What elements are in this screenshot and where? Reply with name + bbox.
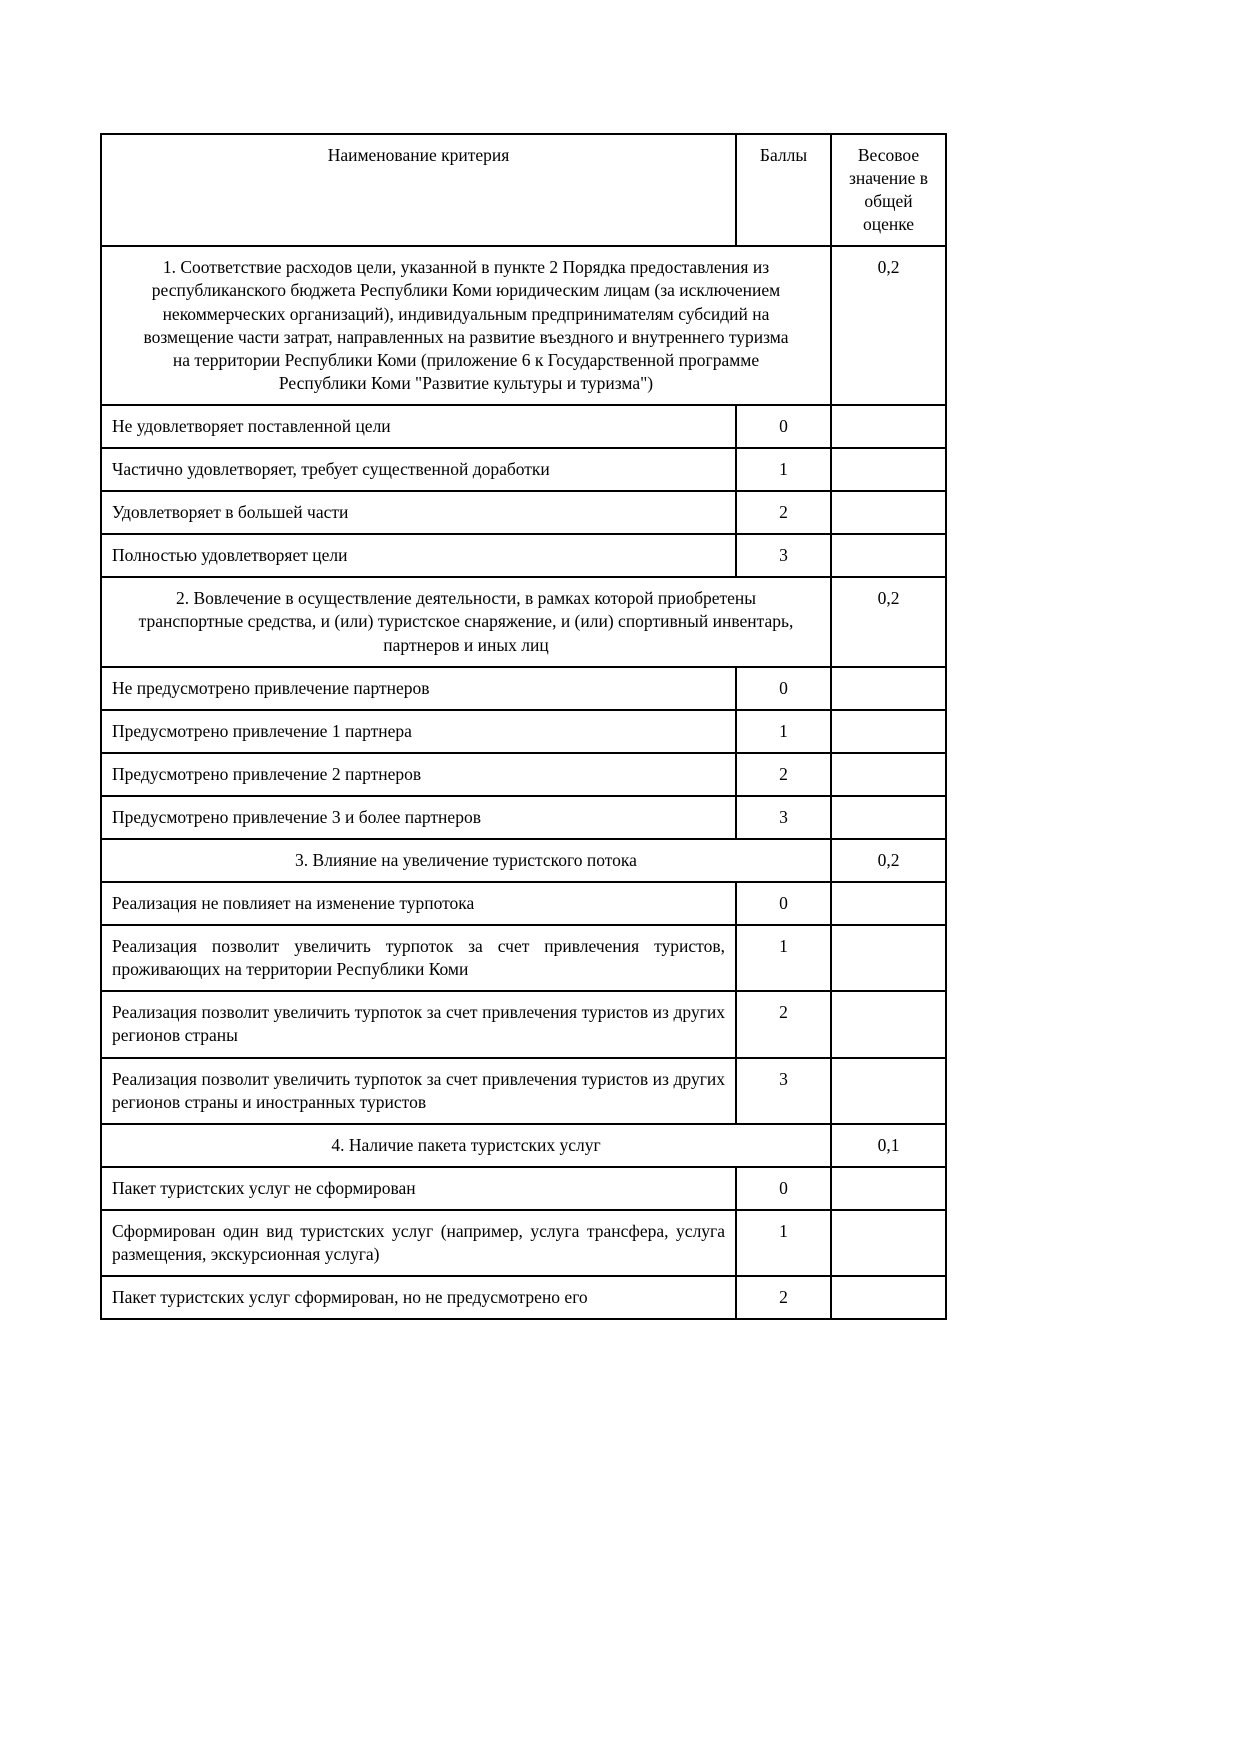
section-title: 1. Соответствие расходов цели, указанной в пункте 2 Порядка предоставления из республиканского бюджета Республики Коми юридическим лицам (за исключением некоммерческих организаций), индивидуальным предпринимателям субсидий на возмещение части затрат, направленных на развитие въездного и внутреннего туризма на территории Республики Коми (приложение 6 к Государственной программе Республики Коми "Развитие культуры и туризма") <box>101 246 831 405</box>
header-score: Баллы <box>736 134 831 246</box>
section-title-row <box>101 246 946 405</box>
empty-weight-cell <box>831 925 946 991</box>
option-score: 1 <box>736 1210 831 1276</box>
table-row <box>101 534 946 577</box>
option-score: 2 <box>736 991 831 1057</box>
empty-weight-cell <box>831 1167 946 1210</box>
section-title-row <box>101 577 946 666</box>
option-score: 1 <box>736 925 831 991</box>
section-weight: 0,2 <box>831 246 946 405</box>
option-score: 1 <box>736 448 831 491</box>
empty-weight-cell <box>831 405 946 448</box>
table-row <box>101 991 946 1057</box>
section-weight: 0,2 <box>831 577 946 666</box>
section-title: 4. Наличие пакета туристских услуг <box>101 1124 831 1167</box>
table-row <box>101 667 946 710</box>
option-label: Реализация не повлияет на изменение турпотока <box>101 882 736 925</box>
option-score: 2 <box>736 1276 831 1319</box>
option-score: 0 <box>736 405 831 448</box>
empty-weight-cell <box>831 667 946 710</box>
option-label: Пакет туристских услуг сформирован, но не предусмотрено его <box>101 1276 736 1319</box>
table-row <box>101 448 946 491</box>
section-title: 2. Вовлечение в осуществление деятельности, в рамках которой приобретены транспортные средства, и (или) туристское снаряжение, и (или) спортивный инвентарь, партнеров и иных лиц <box>101 577 831 666</box>
option-label: Предусмотрено привлечение 1 партнера <box>101 710 736 753</box>
option-score: 0 <box>736 667 831 710</box>
table-row <box>101 882 946 925</box>
section-title-row <box>101 839 946 882</box>
option-score: 1 <box>736 710 831 753</box>
table-row <box>101 796 946 839</box>
header-criterion-name: Наименование критерия <box>101 134 736 246</box>
empty-weight-cell <box>831 991 946 1057</box>
option-score: 3 <box>736 1058 831 1124</box>
empty-weight-cell <box>831 1058 946 1124</box>
option-label: Реализация позволит увеличить турпоток за счет привлечения туристов из других регионов страны <box>101 991 736 1057</box>
empty-weight-cell <box>831 753 946 796</box>
table-row <box>101 1167 946 1210</box>
option-label: Предусмотрено привлечение 2 партнеров <box>101 753 736 796</box>
option-label: Реализация позволит увеличить турпоток за счет привлечения туристов, проживающих на территории Республики Коми <box>101 925 736 991</box>
option-label: Не предусмотрено привлечение партнеров <box>101 667 736 710</box>
empty-weight-cell <box>831 882 946 925</box>
table-row <box>101 753 946 796</box>
criteria-table <box>100 133 947 1320</box>
header-weight: Весовое значение в общей оценке <box>831 134 946 246</box>
option-label: Не удовлетворяет поставленной цели <box>101 405 736 448</box>
section-title: 3. Влияние на увеличение туристского потока <box>101 839 831 882</box>
table-row <box>101 710 946 753</box>
option-score: 2 <box>736 753 831 796</box>
option-score: 2 <box>736 491 831 534</box>
section-title-row <box>101 1124 946 1167</box>
table-row <box>101 1276 946 1319</box>
table-row <box>101 491 946 534</box>
empty-weight-cell <box>831 1276 946 1319</box>
option-label: Удовлетворяет в большей части <box>101 491 736 534</box>
empty-weight-cell <box>831 448 946 491</box>
section-weight: 0,1 <box>831 1124 946 1167</box>
table-row <box>101 405 946 448</box>
empty-weight-cell <box>831 491 946 534</box>
option-score: 3 <box>736 796 831 839</box>
section-weight: 0,2 <box>831 839 946 882</box>
empty-weight-cell <box>831 1210 946 1276</box>
option-label: Сформирован один вид туристских услуг (например, услуга трансфера, услуга размещения, экскурсионная услуга) <box>101 1210 736 1276</box>
table-row <box>101 925 946 991</box>
empty-weight-cell <box>831 796 946 839</box>
table-header-row <box>101 134 946 246</box>
table-row <box>101 1058 946 1124</box>
option-label: Предусмотрено привлечение 3 и более партнеров <box>101 796 736 839</box>
option-label: Реализация позволит увеличить турпоток за счет привлечения туристов из других регионов страны и иностранных туристов <box>101 1058 736 1124</box>
option-score: 0 <box>736 882 831 925</box>
option-label: Пакет туристских услуг не сформирован <box>101 1167 736 1210</box>
table-row <box>101 1210 946 1276</box>
empty-weight-cell <box>831 710 946 753</box>
empty-weight-cell <box>831 534 946 577</box>
option-label: Полностью удовлетворяет цели <box>101 534 736 577</box>
option-score: 3 <box>736 534 831 577</box>
option-score: 0 <box>736 1167 831 1210</box>
option-label: Частично удовлетворяет, требует существенной доработки <box>101 448 736 491</box>
